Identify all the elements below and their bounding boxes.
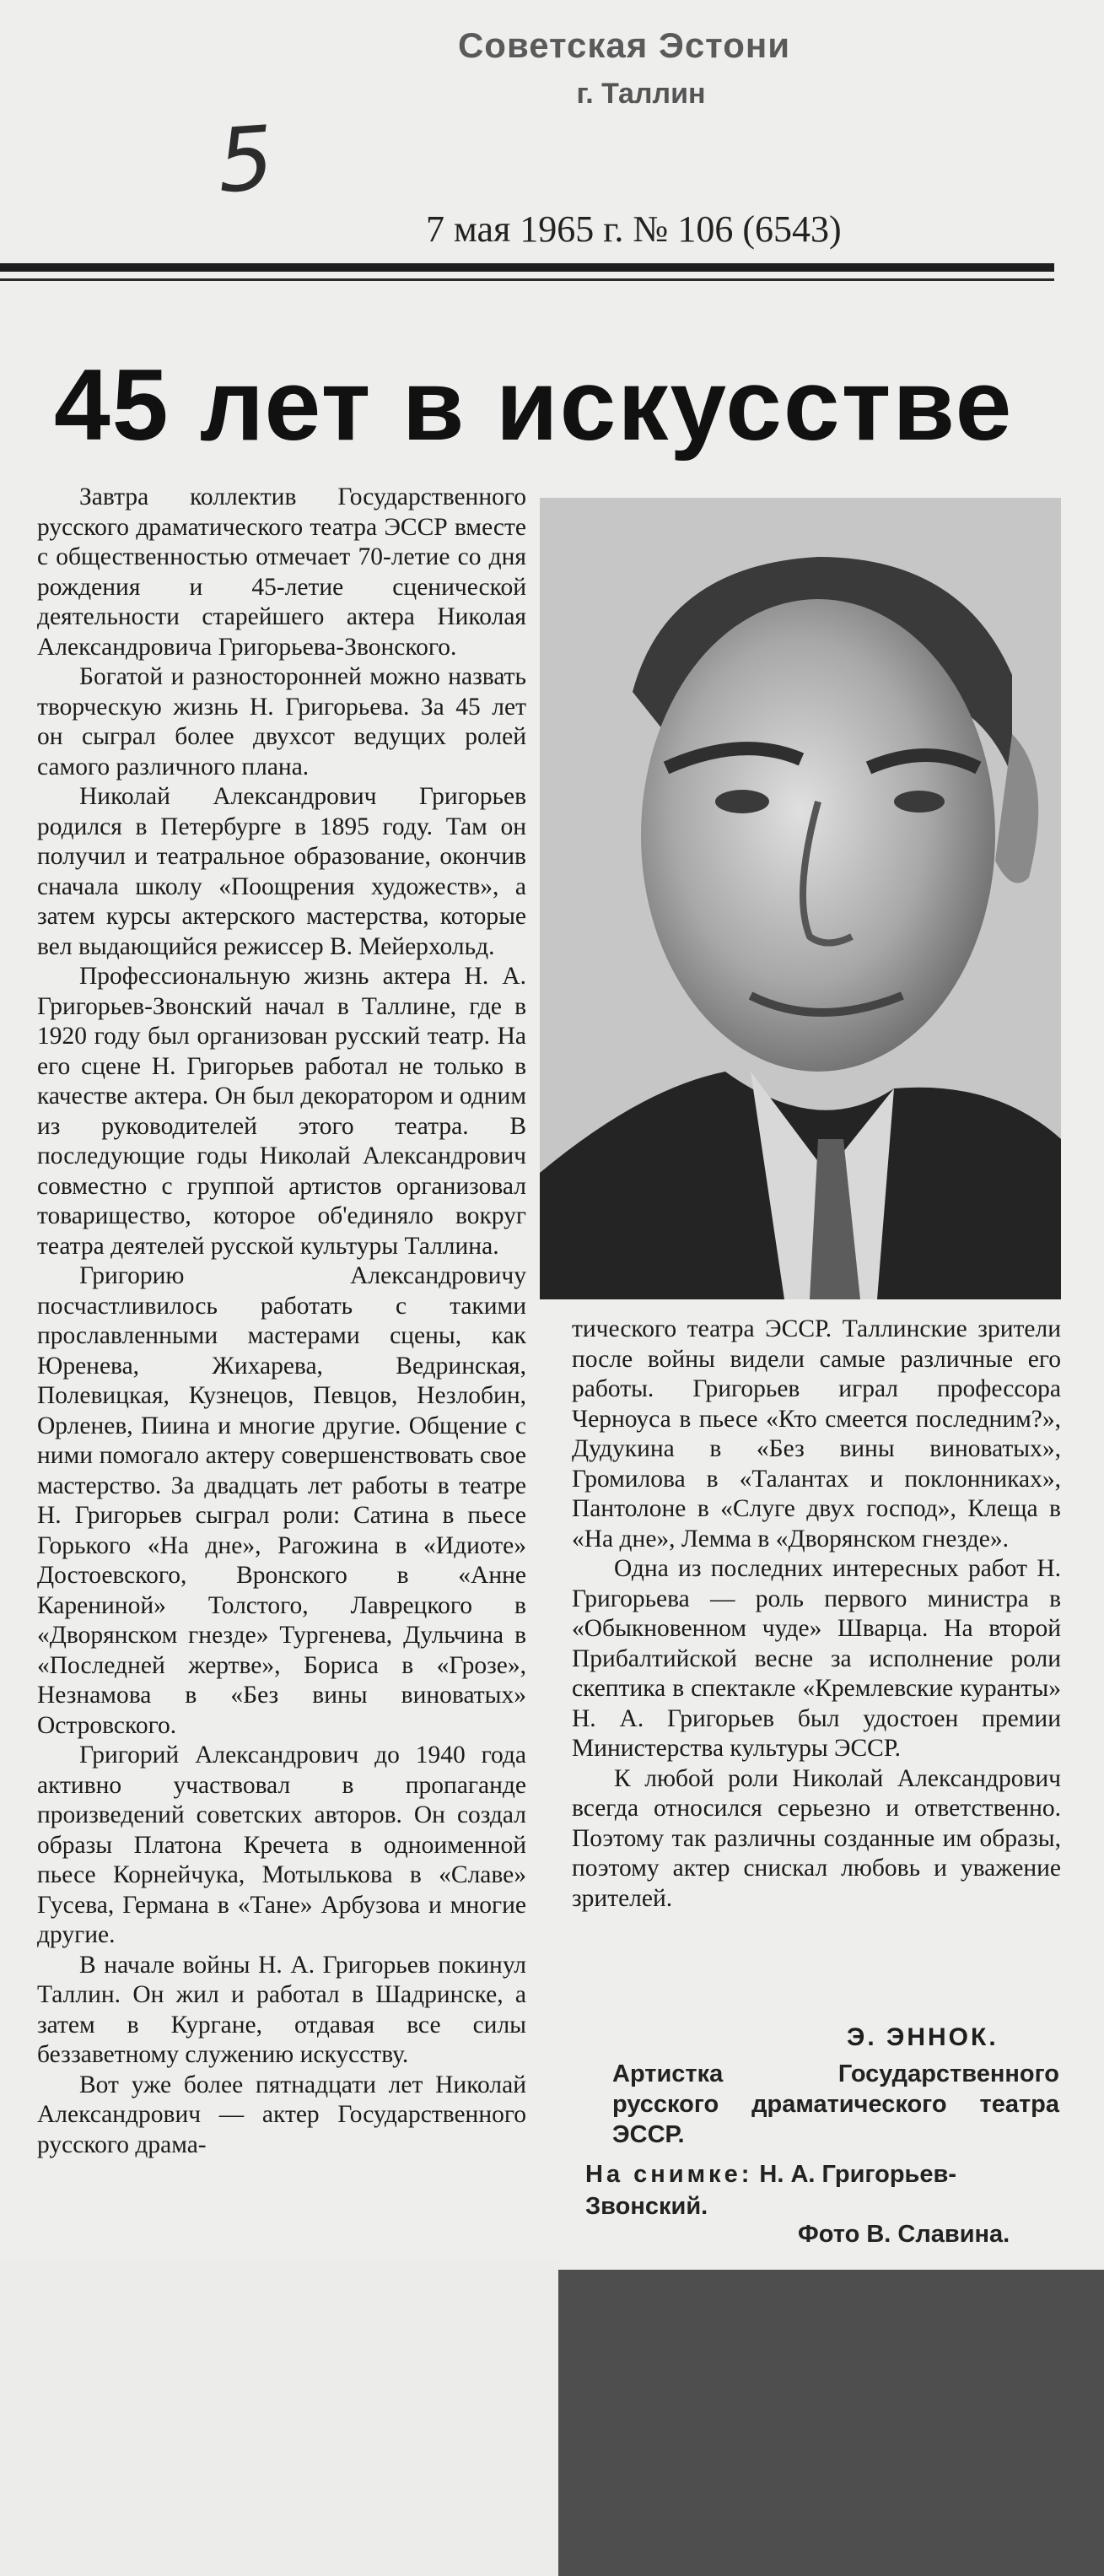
article-column-right bbox=[572, 1315, 1061, 1914]
article-paragraph: Вот уже более пятнадцати лет Николай Александрович — актер Государственного русского драма- bbox=[37, 2071, 526, 2158]
newspaper-city: г. Таллин bbox=[576, 78, 706, 110]
masthead-rule bbox=[0, 263, 1054, 272]
photo-credit: Фото В. Славина. bbox=[798, 2221, 1010, 2248]
caption-text: Н. А. Григорьев-Звонский. bbox=[585, 2161, 956, 2220]
article-column-left bbox=[37, 483, 526, 2160]
article-headline: 45 лет в искусстве bbox=[54, 348, 1014, 462]
article-paragraph: Одна из последних интересных работ Н. Григорьева — роль первого министра в «Обыкновенном чуде» Шварца. На второй Прибалтийской весне за исполнение роли скептика в спектакле «Кремлевские куранты» Н. А. Григорьев был удостоен премии Министерства культуры ЭССР. bbox=[572, 1555, 1061, 1762]
newspaper-name: Советская Эстони bbox=[457, 25, 791, 65]
article-paragraph: Николай Александрович Григорьев родился в Петербурге в 1895 году. Там он получил и театральное образование, окончив сначала школу «Поощрения художеств», а затем курсы актерского мастерства, которые вел выдающийся режиссер В. Мейерхольд. bbox=[37, 783, 526, 960]
article-paragraph: Богатой и разносторонней можно назвать творческую жизнь Н. Григорьева. За 45 лет он сыграл более двухсот ведущих ролей самого различного плана. bbox=[37, 663, 526, 780]
portrait-photo bbox=[540, 498, 1061, 1299]
issue-date-number: 7 мая 1965 г. № 106 (6543) bbox=[426, 208, 842, 250]
author-role: Артистка Государственного русского драматического театра ЭССР. bbox=[612, 2060, 1059, 2148]
article-paragraph: Завтра коллектив Государственного русского драматического театра ЭССР вместе с общественностью отмечает 70-летие со дня рождения и 45-летие сценической деятельности старейшего актера Николая Александровича Григорьева-Звонского. bbox=[37, 483, 526, 661]
article-paragraph: Профессиональную жизнь актера Н. А. Григорьев-Звонский начал в Таллине, где в 1920 году был организован русский театр. На его сцене Н. Григорьев работал не только в качестве актера. Он был декоратором и одним из руководителей этого театра. В последующие годы Николай Александрович совместно с группой артистов организовал товарищество, которое об'единяло вокруг театра деятелей русской культуры Таллина. bbox=[37, 963, 526, 1260]
article-paragraph: Григорий Александрович до 1940 года активно участвовал в пропаганде произведений советских авторов. Он создал образы Платона Кречета в одноименной пьесе Корнейчука, Мотылькова в «Славе» Гусева, Германа в «Тане» Арбузова и многие другие. bbox=[37, 1742, 526, 1948]
caption-label: На снимке: bbox=[585, 2161, 753, 2188]
clipping-lower-piece bbox=[0, 2261, 558, 2576]
photo-caption bbox=[585, 2158, 1074, 2222]
article-paragraph: тического театра ЭССР. Таллинские зрители после войны видели самые различные его работы. Григорьев играл профессора Черноуса в пьесе «Кто смеется последним?», Дудукина в «Без вины виноватых», Громилова в «Талантах и поклонниках», Пантолоне в «Слуге двух господ», Клеща в «На дне», Лемма в «Дворянском гнезде». bbox=[572, 1315, 1061, 1553]
article-paragraph: В начале войны Н. А. Григорьев покинул Таллин. Он жил и работал в Шадринске, а затем в Кургане, отдавая все силы беззаветному служению искусству. bbox=[37, 1951, 526, 2068]
handwritten-mark: 5 bbox=[213, 105, 277, 213]
article-paragraph: К любой роли Николай Александрович всегда относился серьезно и ответственно. Поэтому так различны созданные им образы, поэтому актер снискал любовь и уважение зрителей. bbox=[572, 1764, 1061, 1912]
scan-background-lower bbox=[557, 2270, 1104, 2576]
portrait-illustration bbox=[540, 498, 1061, 1299]
author-signature: Э. ЭННОК. bbox=[847, 2023, 999, 2051]
article-paragraph: Григорию Александровичу посчастливилось работать с такими прославленными мастерами сцены, как Юренева, Жихарева, Ведринская, Полевицкая, Кузнецов, Певцов, Незлобин, Орленев, Пиина и многие другие. Общение с ними помогало актеру совершенствовать свое мастерство. За двадцать лет работы в театре Н. Григорьев сыграл роли: Сатина в пьесе Горького «На дне», Рагожина в «Идиоте» Достоевского, Вронского в «Анне Карениной» Толстого, Лаврецкого в «Дворянском гнезде» Тургенева, Дульчина в «Последней жертве», Бориса в «Грозе», Незнамова в «Без вины виноватых» Островского. bbox=[37, 1262, 526, 1739]
masthead-rule-thin bbox=[0, 278, 1054, 281]
